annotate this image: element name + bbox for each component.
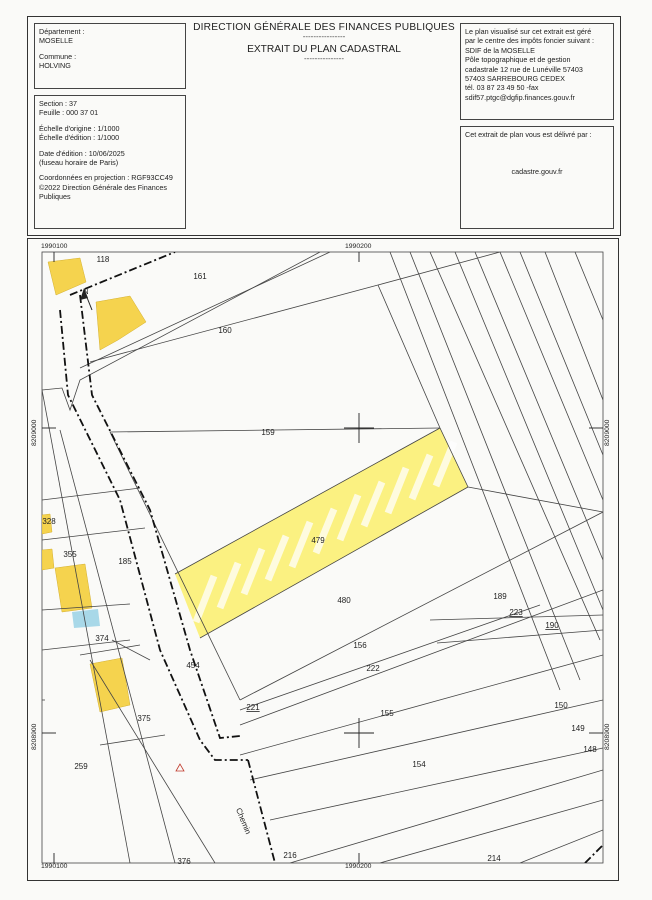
parcel-label-154: 154 — [412, 760, 426, 769]
service-line: par le centre des impôts foncier suivant : — [465, 36, 595, 46]
parcel-label-374: 374 — [95, 634, 109, 643]
parcel-label-155: 155 — [380, 709, 394, 718]
building — [55, 564, 92, 612]
parcel-label-189: 189 — [493, 592, 507, 601]
coordonnees-projection: Coordonnées en projection : RGF93CC49 — [39, 173, 173, 183]
coord-bottom-left: 1990100 — [41, 863, 68, 870]
building — [48, 258, 89, 296]
parcel-label-149: 149 — [571, 724, 585, 733]
parcel-label-185: 185 — [118, 557, 132, 566]
parcel-label-156: 156 — [353, 641, 367, 650]
service-line: 57403 SARREBOURG CEDEX — [465, 74, 565, 84]
service-line: tél. 03 87 23 49 50 -fax — [465, 83, 539, 93]
service-line: Le plan visualisé sur cet extrait est géré — [465, 27, 592, 36]
building — [96, 296, 146, 350]
parcel-label-375: 375 — [137, 714, 151, 723]
coord-top-mid: 1990200 — [345, 243, 372, 250]
coord-top-left: 1990100 — [41, 243, 68, 250]
parcel-label-479: 479 — [311, 536, 325, 545]
coord-left-lower: 8208900 — [31, 723, 38, 750]
delivery-intro: Cet extrait de plan vous est délivré par : — [465, 130, 592, 139]
commune-value: HOLVING — [39, 61, 71, 71]
service-line: sdif57.ptgc@dgfip.finances.gouv.fr — [465, 92, 575, 102]
parcel-label-161: 161 — [193, 272, 207, 281]
street-label: Chemin — [233, 806, 253, 836]
building — [90, 658, 130, 712]
parcel-label-216: 216 — [283, 851, 297, 860]
parcel-label-480: 480 — [337, 596, 351, 605]
copyright-line-2: Publiques — [39, 192, 71, 202]
echelle-origine: Échelle d'origine : 1/1000 — [39, 123, 120, 133]
coord-bottom-mid: 1990200 — [345, 863, 372, 870]
north-label: N — [83, 289, 89, 296]
parcel-label-160: 160 — [218, 326, 232, 335]
service-line: cadastrale 12 rue de Lunéville 57403 — [465, 64, 583, 74]
coord-left-upper: 8209000 — [31, 419, 38, 446]
parcel-label-221: 221 — [246, 703, 260, 712]
page-title: DIRECTION GÉNÉRALE DES FINANCES PUBLIQUES — [193, 22, 455, 33]
fuseau-horaire: (fuseau horaire de Paris) — [39, 158, 119, 168]
parcel-label-190: 190 — [545, 621, 559, 630]
coord-right-lower: 8208900 — [604, 723, 611, 750]
survey-marker-icon — [176, 764, 184, 771]
feuille-info: Feuille : 000 37 01 — [39, 108, 99, 118]
parcel-label-376: 376 — [177, 857, 191, 866]
delivery-site: cadastre.gouv.fr — [511, 167, 563, 177]
departement-value: MOSELLE — [39, 36, 73, 46]
parcel-label-259: 259 — [74, 762, 88, 771]
copyright-line-1: ©2022 Direction Générale des Finances — [39, 182, 167, 192]
service-line: SDIF de la MOSELLE — [465, 45, 535, 55]
section-info: Section : 37 — [39, 99, 77, 108]
parcel-label-159: 159 — [261, 428, 275, 437]
title-separator: ---------------- — [302, 32, 346, 41]
departement-label: Département : — [39, 27, 85, 36]
subtitle-separator: --------------- — [304, 54, 344, 63]
page-subtitle: EXTRAIT DU PLAN CADASTRAL — [247, 44, 401, 55]
parcel-label-148: 148 — [583, 745, 597, 754]
parcel-label-355: 355 — [63, 550, 77, 559]
commune-label: Commune : — [39, 51, 77, 61]
parcel-label-214: 214 — [487, 854, 501, 863]
parcel-label-150: 150 — [554, 701, 568, 710]
parcel-label-223: 223 — [509, 608, 523, 617]
building — [42, 549, 54, 570]
echelle-edition: Échelle d'édition : 1/1000 — [39, 133, 120, 143]
parcel-label-222: 222 — [366, 664, 380, 673]
parcel-label-454: 454 — [186, 661, 200, 670]
parcel-label-328: 328 — [42, 517, 56, 526]
date-edition: Date d'édition : 10/06/2025 — [39, 148, 125, 158]
coord-right-upper: 8209000 — [604, 419, 611, 446]
parcel-label-118: 118 — [96, 255, 110, 264]
service-line: Pôle topographique et de gestion — [465, 55, 571, 65]
